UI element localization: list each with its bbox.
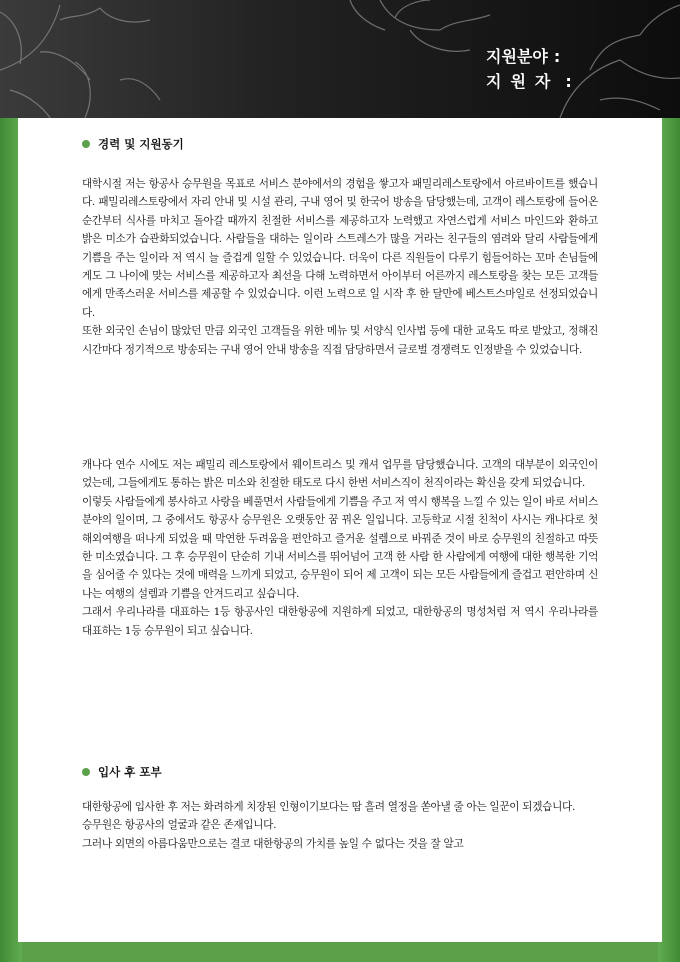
paragraph: 그래서 우리나라를 대표하는 1등 항공사인 대한항공에 지원하게 되었고, 대한항공의 명성처럼 저 역시 우리나라를 대표하는 1등 승무원이 되고 싶습니다. <box>82 606 598 637</box>
paragraph: 승무원은 항공사의 얼굴과 같은 존재입니다. <box>82 819 277 832</box>
field-area-label: 지원분야 <box>486 47 548 66</box>
paragraph: 캐나다 연수 시에도 저는 패밀리 레스토랑에서 웨이트리스 및 캐셔 업무를 담당했습니다. 고객의 대부분이 외국인이었는데, 그들에게도 통하는 밝은 미소와 친절한 태도로 다시 한번 서비스직이 천직이라는 확신을 갖게 되었습니다. <box>82 459 598 490</box>
field-area-colon: : <box>553 47 561 66</box>
paragraph: 그러나 외면의 아름다움만으로는 결코 대한항공의 가치를 높일 수 없다는 것을 잘 알고 <box>82 837 464 850</box>
bullet-icon <box>82 768 90 776</box>
section1-body-2 <box>82 456 598 640</box>
section-title <box>82 764 162 780</box>
header-banner <box>0 0 680 118</box>
applicant-row <box>486 69 572 94</box>
applicant-colon: : <box>565 72 572 91</box>
section1-body <box>82 175 598 359</box>
field-area-row <box>486 44 572 69</box>
paragraph: 또한 외국인 손님이 많았던 만큼 외국인 고객들을 위한 메뉴 및 서양식 인사법 등에 대한 교육도 따로 받았고, 정해진 시간마다 정기적으로 방송되는 구내 영어 안내 방송을 직접 담당하면서 글로벌 경쟁력도 인정받을 수 있었습니다. <box>82 325 598 356</box>
section-aspiration <box>82 764 162 780</box>
section-title-text: 경력 및 지원동기 <box>98 137 184 151</box>
bullet-icon <box>82 140 90 148</box>
application-fields <box>486 44 572 94</box>
applicant-label: 지원자 <box>486 72 560 91</box>
paragraph: 대한항공에 입사한 후 저는 화려하게 치장된 인형이기보다는 땀 흘려 열정을 쏟아낼 줄 아는 일꾼이 되겠습니다. <box>82 801 576 813</box>
paragraph: 이렇듯 사람들에게 봉사하고 사랑을 베풀면서 사람들에게 기쁨을 주고 저 역시 행복을 느낄 수 있는 일이 바로 서비스 분야의 일이며, 그 중에서도 항공사 승무원은 오랫동안 꿈 꿔온 일입니다. 고등학교 시절 친척이 사시는 캐나다로 첫 해외여행을 떠나게 되었을 때 막연한 두려움을 편안하고 즐거운 설렘으로 바꿔준 것이 바로 승무원의 친절하고 따뜻한 미소였습니다. 그 후 승무원이 단순히 기내 서비스를 뛰어넘어 고객 한 사람 한 사람에게 여행에 대한 행복한 기억을 심어줄 수 있다는 것에 매력을 느끼게 되었고, 승무원이 되어 제 고객이 되는 모든 사람들에게 즐겁고 편안하며 신나는 여행의 설렘과 기쁨을 안겨드리고 싶습니다. <box>82 495 598 600</box>
paragraph: 대학시절 저는 항공사 승무원을 목표로 서비스 분야에서의 경험을 쌓고자 패밀리레스토랑에서 아르바이트를 했습니다. 패밀리레스토랑에서 자리 안내 및 시설 관리, 구내 영어 및 한국어 방송을 담당했는데, 고객이 레스토랑에 들어온 순간부터 식사를 마치고 돌아갈 때까지 친절한 서비스를 제공하고자 노력했고 자연스럽게 서비스 마인드와 환하고 밝은 미소가 습관화되었습니다. 사람들을 대하는 일이라 스트레스가 많을 거라는 친구들의 염려와 달리 사람들에게 기쁨을 주는 일이라 저 역시 늘 즐겁게 일할 수 있었습니다. 더욱이 다른 직원들이 다루기 힘들어하는 꼬마 손님들에게도 그 나이에 맞는 서비스를 제공하고자 최선을 다해 노력하면서 아이부터 어른까지 레스토랑을 찾는 모든 고객들에게 만족스러운 서비스를 제공할 수 있었습니다. 이런 노력으로 일 시작 후 한 달만에 베스트스마일로 선정되었습니다. <box>82 178 598 319</box>
section-career-motivation <box>82 136 184 152</box>
section-title <box>82 136 184 152</box>
section2-body <box>82 798 598 853</box>
tree-branch-decoration <box>0 0 680 118</box>
section-title-text: 입사 후 포부 <box>98 765 162 779</box>
